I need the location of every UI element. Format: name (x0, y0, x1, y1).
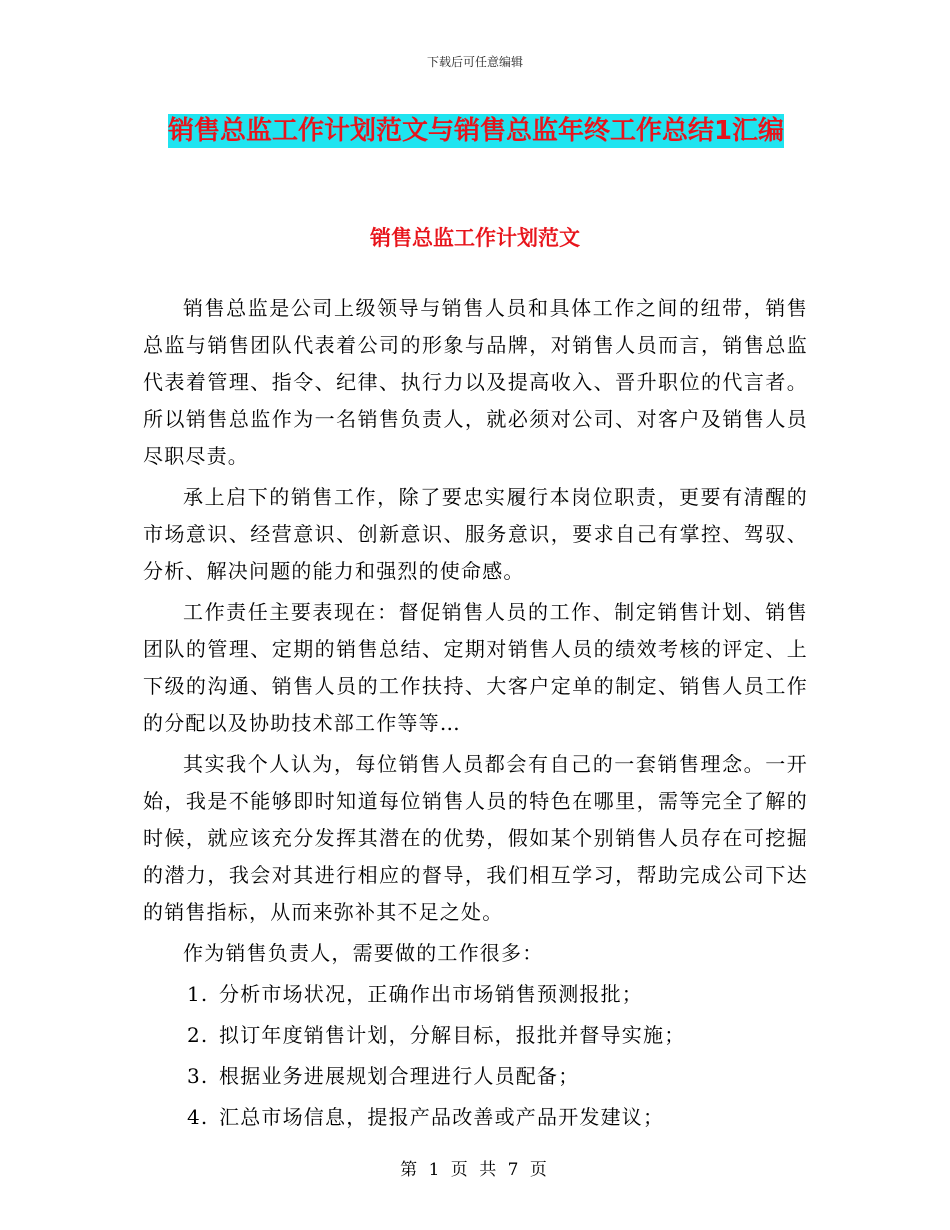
list-item-number: 4. (187, 1105, 209, 1129)
list-item-number: 2. (187, 1023, 209, 1047)
list-item-text: 汇总市场信息，提报产品改善或产品开发建议； (219, 1105, 665, 1129)
list-item (143, 976, 808, 1013)
paragraph: 其实我个人认为，每位销售人员都会有自己的一套销售理念。一开始，我是不能够即时知道每位销售人员的特色在哪里，需等完全了解的时候，就应该充分发挥其潜在的优势，假如某个别销售人员存在可挖掘的潜力，我会对其进行相应的督导，我们相互学习，帮助完成公司下达的销售指标，从而来弥补其不足之处。 (143, 752, 808, 924)
document-title-text: 销售总监工作计划范文与销售总监年终工作总结1汇编 (167, 116, 785, 146)
list-item-number: 1. (187, 982, 209, 1006)
list-item-text: 根据业务进展规划合理进行人员配备； (219, 1064, 580, 1088)
paragraph: 作为销售负责人，需要做的工作很多： (183, 941, 544, 965)
list-item-number: 3. (187, 1064, 209, 1088)
document-title (150, 108, 802, 154)
page-footer: 第 1 页 共 7 页 (400, 1160, 550, 1180)
document-body (143, 290, 808, 1140)
header-note: 下载后可任意编辑 (426, 55, 523, 69)
paragraph: 工作责任主要表现在：督促销售人员的工作、制定销售计划、销售团队的管理、定期的销售总结、定期对销售人员的绩效考核的评定、上下级的沟通、销售人员的工作扶持、大客户定单的制定、销售人员工作的分配以及协助技术部工作等等… (143, 600, 808, 735)
list-item (143, 1099, 808, 1136)
list-item (143, 1017, 808, 1054)
list-item-text: 拟订年度销售计划，分解目标，报批并督导实施； (219, 1023, 686, 1047)
paragraph: 承上启下的销售工作，除了要忠实履行本岗位职责，更要有清醒的市场意识、经营意识、创新意识、服务意识，要求自己有掌控、驾驭、分析、解决问题的能力和强烈的使命感。 (143, 485, 808, 583)
list-item (143, 1058, 808, 1095)
section-title: 销售总监工作计划范文 (370, 226, 580, 250)
task-list (143, 976, 808, 1136)
paragraph: 销售总监是公司上级领导与销售人员和具体工作之间的纽带，销售总监与销售团队代表着公司的形象与品牌，对销售人员而言，销售总监代表着管理、指令、纪律、执行力以及提高收入、晋升职位的代言者。 所以销售总监作为一名销售负责人，就必须对公司、对客户及销售人员尽职尽责。 (143, 296, 808, 468)
list-item-text: 分析市场状况，正确作出市场销售预测报批； (219, 982, 643, 1006)
